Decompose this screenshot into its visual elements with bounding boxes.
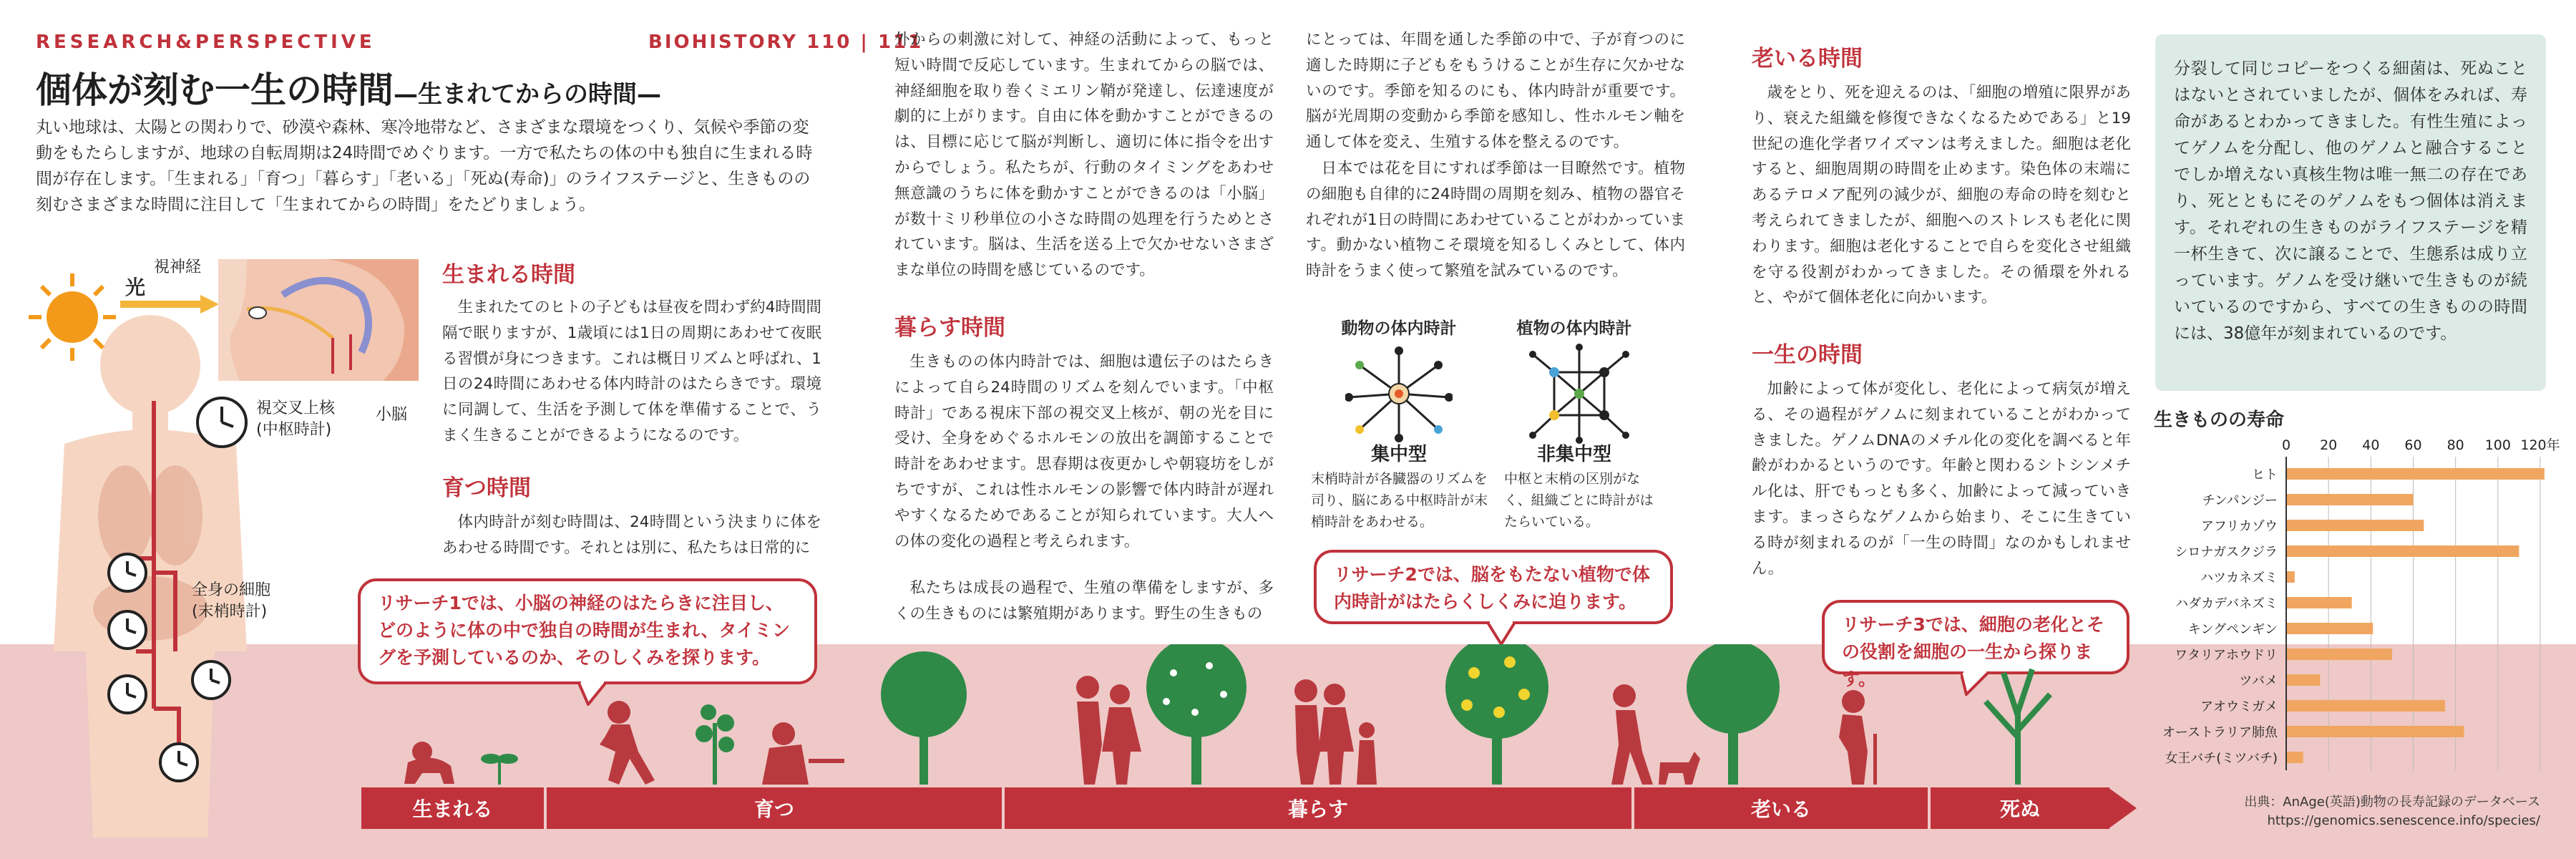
source-line-2: https://genomics.senescence.info/species/ bbox=[2267, 813, 2540, 828]
intro-paragraph: 丸い地球は、太陽との関わりで、砂漠や森林、寒冷地帯など、さまざまな環境をつくり、気候や季節の変動をもたらしますが、地球の自転周期は24時間でめぐります。一方で私たちの体の中も独自に生まれる時間が存在します。「生まれる」「育つ」「暮らす」「老いる」「死ぬ(寿命)」のライフステージと、生きものの刻むさまざまな時間に注目して「生まれてからの時間」をたどりましょう。 bbox=[36, 118, 813, 214]
chart-tick-label: 0 bbox=[2281, 437, 2291, 453]
plant-clock-title: 植物の体内時計 bbox=[1516, 319, 1632, 338]
crawling-baby-icon bbox=[404, 742, 454, 784]
sapling-icon bbox=[696, 704, 734, 785]
chart-bar bbox=[2286, 700, 2445, 712]
chart-bar bbox=[2286, 726, 2464, 737]
tree-icon bbox=[881, 651, 967, 785]
col2-text-a: 外からの刺激に対して、神経の活動によって、もっと短い時間で反応しています。生まれてからの脳では、神経細胞を取り巻くミエリン鞘が発達し、伝達速度が劇的に上がります。自由に体を動かすことができるのは、目標に応じて脳が判断し、適切に体に指令を出すからでしょう。私たちが、行動のタイミングをあわせ無意識のうちに体を動かすことができるのは「小脳」が数十ミリ秒単位の小さな時間の処理を行うためとされています。脳は、生活を送る上で欠かせないさまざまな単位の時間を感じているのです。 bbox=[894, 31, 1274, 280]
couple-icon bbox=[1076, 676, 1141, 785]
living-heading: 暮らす時間 bbox=[894, 315, 1005, 341]
research1-bubble: リサーチ1では、小脳の神経のはたらきに注目し、どのように体の中で独自の時間が生まれ、タイミングを予測しているのか、そのしくみを探ります。 bbox=[358, 578, 817, 684]
page-title bbox=[36, 62, 661, 113]
born-text: 生まれたてのヒトの子どもは昼夜を問わず約4時間間隔で眠りますが、1歳頃には1日の周期にあわせて夜眠る習慣が身につきます。これは概日リズムと呼ばれ、1日の24時間にあわせる体内時計のはたらきです。環境に同調して、生活を予測して体を準備することで、うまく生きることができるようになるのです。 bbox=[442, 299, 821, 445]
chart-tick-label: 80 bbox=[2446, 437, 2464, 453]
chart-category-label: シロナガスクジラ bbox=[2175, 545, 2278, 560]
chart-category-label: ヒト bbox=[2252, 467, 2278, 482]
sprout-icon bbox=[481, 754, 518, 785]
decentralized-desc: 中枢と末梢の区別がなく、組織ごとに時計がはたらいている。 bbox=[1504, 471, 1654, 530]
research2-bubble: リサーチ2では、脳をもたない植物で体内時計がはたらくしくみに迫ります。 bbox=[1314, 550, 1673, 624]
body-cells-label: 全身の細胞 (末梢時計) bbox=[192, 581, 271, 621]
centralized-label: 集中型 bbox=[1370, 444, 1427, 465]
chart-tick-label: 40 bbox=[2362, 437, 2380, 453]
elderly-person-icon bbox=[1839, 690, 1877, 785]
sidebar-box: 分裂して同じコピーをつくる細菌は、死ぬことはないとされていましたが、個体をみれば、寿命があるとわかってきました。有性生殖によってゲノムを分配し、他のゲノムと融合することでしか増えない真核生物は唯一無二の存在であり、死とともにそのゲノムをもつ個体は消えます。それぞれの生きものがライフステージを精一杯生きて、次に譲ることで、生態系は成り立っています。ゲノムを受け継いで生きものが続いているのですから、すべての生きものの時間には、38億年が刻まれているのです。 bbox=[2155, 34, 2546, 391]
light-arrow-icon bbox=[120, 293, 220, 315]
chart-category-label: 女王バチ(ミツバチ) bbox=[2165, 751, 2278, 766]
animal-clock-title: 動物の体内時計 bbox=[1341, 319, 1457, 338]
centralized-desc: 末梢時計が各臓器のリズムを司り、脳にある中枢時計が末梢時計をあわせる。 bbox=[1311, 471, 1488, 530]
section-kicker: RESEARCH&PERSPECTIVE bbox=[36, 31, 376, 53]
sun-icon bbox=[26, 271, 119, 364]
chart-bar bbox=[2286, 649, 2392, 660]
chart-bar bbox=[2286, 545, 2519, 557]
chart-category-label: キングペンギン bbox=[2187, 622, 2278, 637]
chart-bar bbox=[2286, 752, 2303, 763]
bubble-tail bbox=[1487, 621, 1516, 646]
life-heading: 一生の時間 bbox=[1752, 342, 1863, 368]
chart-bar bbox=[2286, 468, 2545, 480]
source-line-1: 出典：AnAge(英語)動物の長寿記録のデータベース bbox=[2244, 795, 2540, 810]
timeline-stage-born: 生まれる bbox=[361, 787, 544, 829]
chart-bar bbox=[2286, 571, 2295, 583]
studying-child-icon bbox=[762, 722, 844, 785]
tree-icons bbox=[481, 644, 2050, 785]
scn-label: 視交叉上核 (中枢時計) bbox=[256, 399, 336, 439]
decentralized-network-icon bbox=[1526, 344, 1633, 444]
chart-bar bbox=[2286, 597, 2352, 608]
timeline-stage-aging: 老いる bbox=[1634, 787, 1928, 829]
chart-bar bbox=[2286, 623, 2373, 634]
centralized-network-icon bbox=[1345, 344, 1453, 444]
chart-tick-label: 60 bbox=[2404, 437, 2422, 453]
issue-number: BIOHISTORY 110 | 111 bbox=[648, 31, 924, 53]
aging-heading: 老いる時間 bbox=[1752, 46, 1863, 72]
optic-nerve-label: 視神経 bbox=[154, 258, 202, 276]
chart-category-label: アオウミガメ bbox=[2200, 699, 2278, 714]
chart-tick-label: 100 bbox=[2484, 437, 2511, 453]
lifespan-chart bbox=[2147, 430, 2569, 780]
born-heading: 生まれる時間 bbox=[442, 262, 575, 288]
chart-category-label: ハツカネズミ bbox=[2200, 571, 2278, 586]
timeline-stage-death: 死ぬ bbox=[1931, 787, 2109, 829]
col2-text-c: 私たちは成長の過程で、生殖の準備をしますが、多くの生きものには繁殖期があります。野生の生きもの bbox=[894, 579, 1274, 623]
timeline-stage-grow: 育つ bbox=[547, 787, 1002, 829]
page-title-main: 個体が刻む一生の時間 bbox=[36, 69, 394, 111]
flowering-tree-icon bbox=[1146, 644, 1246, 785]
col3-text-b: 日本では花を目にすれば季節は一目瞭然です。植物の細胞も自律的に24時間の周期を刻み、植物の器官それぞれが1日の時間にあわせていることがわかっています。動かない植物こそ環境を知るしくみとして、体内時計をうまく使って繁殖を試みているのです。 bbox=[1306, 160, 1685, 281]
light-label: 光 bbox=[125, 276, 146, 299]
chart-category-label: チンパンジー bbox=[2202, 493, 2278, 508]
grow-text: 体内時計が刻む時間は、24時間という決まりに体をあわせる時間です。それとは別に、私たちは日常的に bbox=[442, 513, 821, 557]
chart-category-label: ハダカデバネズミ bbox=[2175, 596, 2278, 611]
grow-heading: 育つ時間 bbox=[442, 475, 531, 501]
timeline-stage-live: 暮らす bbox=[1005, 787, 1631, 829]
page-subtitle: —生まれてからの時間— bbox=[394, 80, 661, 109]
col3-text-a: にとっては、年間を通した季節の中で、子が育つのに適した時期に子どもをもうけることが生存に欠かせないのです。季節を知るのにも、体内時計が重要です。脳が光周期の変動から季節を感知し、性ホルモン軸を通して体を変え、生殖する体を整えるのです。 bbox=[1306, 31, 1685, 152]
family-icon bbox=[1294, 679, 1377, 785]
decentralized-label: 非集中型 bbox=[1536, 444, 1611, 465]
chart-bar bbox=[2286, 494, 2414, 505]
mature-tree-icon bbox=[1687, 644, 1780, 785]
bare-tree-icon bbox=[1986, 669, 2050, 785]
chart-category-label: オーストラリア肺魚 bbox=[2162, 725, 2278, 740]
head-section-figure bbox=[218, 259, 419, 381]
fruit-tree-icon bbox=[1445, 644, 1548, 785]
living-text: 生きものの体内時計では、細胞は遺伝子のはたらきによって自ら24時間のリズムを刻んでいます。「中枢時計」である視床下部の視交叉上核が、朝の光を目に受け、全身をめぐるホルモンの放出を調節することで時計をあわせます。思春期は夜更かしや朝寝坊をしがちですが、これは性ホルモンの影響で体内時計が遅れやすくなるためであることが知られています。大人への体の変化の過程と考えられます。 bbox=[894, 353, 1274, 550]
chart-tick-label: 20 bbox=[2320, 437, 2338, 453]
running-child-icon bbox=[600, 701, 655, 785]
chart-category-label: ワタリアホウドリ bbox=[2175, 648, 2278, 663]
source-note bbox=[2061, 793, 2540, 830]
chart-bar bbox=[2286, 520, 2424, 531]
dog-walker-icon bbox=[1611, 684, 1700, 785]
life-text: 加齢によって体が変化し、老化によって病気が増える、その過程がゲノムに刻まれていることがわかってきました。ゲノムDNAのメチル化の変化を調べると年齢がわかるというのです。年齢と関わるシトシンメチル化は、肝でもっとも多く、加齢によって減っていきます。まっさらなゲノムから始まり、そこに生きている時が刻まれるのが「一生の時間」なのかもしれません。 bbox=[1752, 380, 2131, 578]
cerebellum-label: 小脳 bbox=[376, 406, 408, 424]
life-stage-illustrations bbox=[372, 644, 2147, 787]
chart-tick-label: 120年 bbox=[2520, 437, 2560, 453]
chart-category-label: アフリカゾウ bbox=[2200, 519, 2278, 534]
chart-title: 生きものの寿命 bbox=[2154, 409, 2285, 431]
chart-category-label: ツバメ bbox=[2239, 674, 2278, 689]
chart-bar bbox=[2286, 674, 2320, 686]
aging-text: 歳をとり、死を迎えるのは、「細胞の増殖に限界があり、衰えた組織を修復できなくなるためである」と19世紀の進化学者ワイズマンは考えました。細胞は老化すると、細胞周期の時間を止めます。染色体の末端にあるテロメア配列の減少が、細胞の寿命の時を刻むと考えられてきましたが、細胞へのストレスも老化に関わります。細胞は老化することで自らを変化させ組織を守る役割がわかってきました。その循環を外れると、やがて個体老化に向かいます。 bbox=[1752, 84, 2131, 307]
research3-bubble: リサーチ3では、細胞の老化とその役割を細胞の一生から探ります。 bbox=[1822, 600, 2129, 674]
